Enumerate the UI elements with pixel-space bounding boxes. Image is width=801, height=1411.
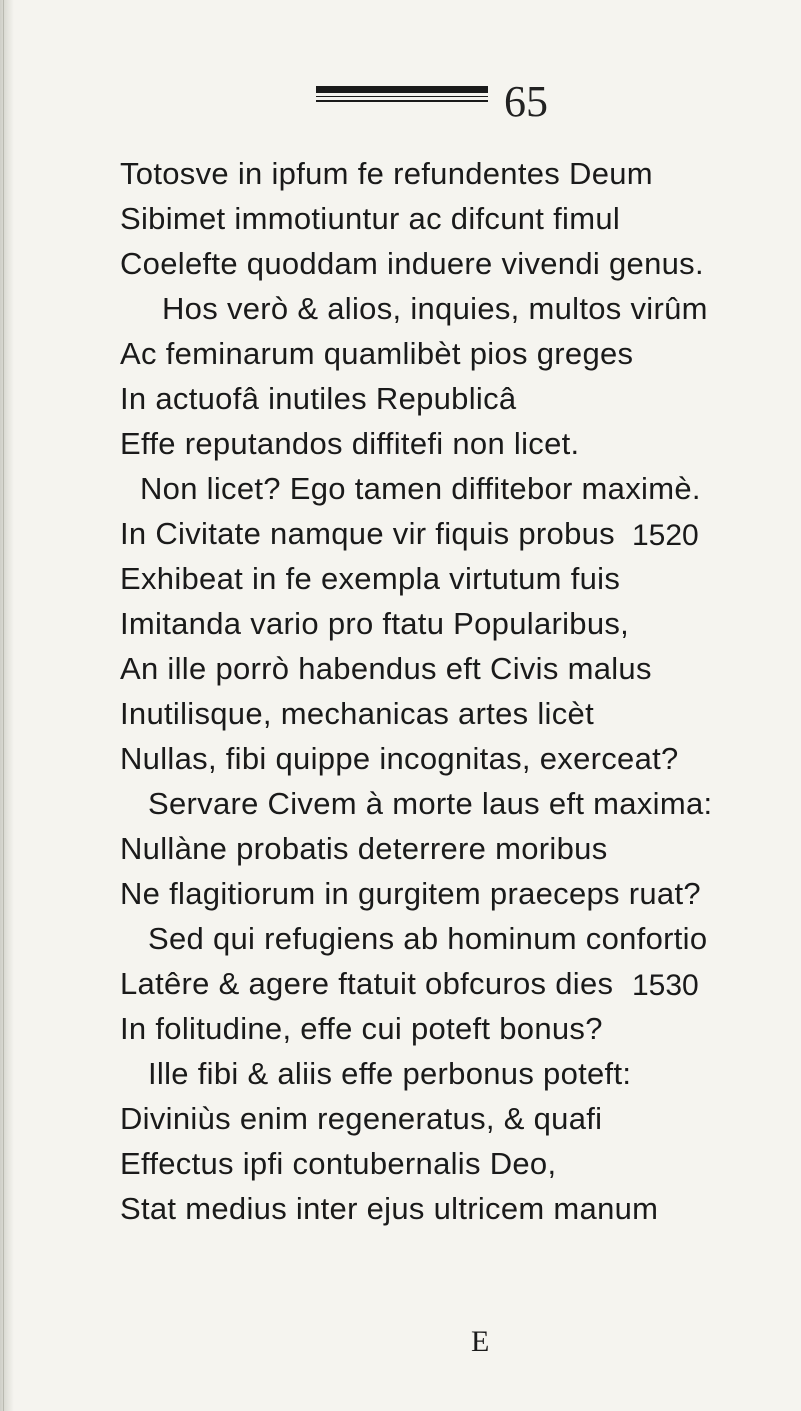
verse-line: Exhibeat in fe exempla virtutum fuis	[120, 561, 621, 596]
header-rule	[316, 86, 488, 102]
page-gutter-line	[3, 0, 4, 1411]
verse-line: In Civitate namque vir fiquis probus	[120, 516, 615, 551]
line-number: 1520	[632, 519, 699, 552]
verse-line: Effe reputandos diffitefi non licet.	[120, 426, 580, 461]
verse-line: Inutilisque, mechanicas artes licèt	[120, 696, 595, 731]
verse-line: Sibimet immotiuntur ac difcunt fimul	[120, 201, 621, 236]
verse-line: Effectus ipfi contubernalis Deo,	[120, 1146, 557, 1181]
verse-line: Ac feminarum quamlibèt pios greges	[120, 336, 634, 371]
verse-line: An ille porrò habendus eft Civis malus	[120, 651, 652, 686]
verse-line: Ne flagitiorum in gurgitem praeceps ruat?	[120, 876, 701, 911]
verse-line: In folitudine, effe cui poteft bonus?	[120, 1011, 603, 1046]
verse-line: Nullas, fibi quippe incognitas, exerceat?	[120, 741, 679, 776]
verse-line: Totosve in ipfum fe refundentes Deum	[120, 156, 653, 191]
verse-line: Latêre & agere ftatuit obfcuros dies	[120, 966, 614, 1001]
verse-line: Coelefte quoddam induere vivendi genus.	[120, 246, 704, 281]
signature-mark: E	[471, 1325, 490, 1358]
verse-line: In actuofâ inutiles Republicâ	[120, 381, 517, 416]
line-number: 1530	[632, 969, 699, 1002]
verse-line: Non licet? Ego tamen diffitebor maximè.	[140, 471, 701, 506]
verse-line: Ille fibi & aliis effe perbonus poteft:	[148, 1056, 632, 1091]
verse-line: Servare Civem à morte laus eft maxima:	[148, 786, 713, 821]
verse-line: Stat medius inter ejus ultricem manum	[120, 1191, 659, 1226]
verse-line: Nullàne probatis deterrere moribus	[120, 831, 608, 866]
verse-line: Diviniùs enim regeneratus, & quafi	[120, 1101, 603, 1136]
verse-line: Sed qui refugiens ab hominum confortio	[148, 921, 708, 956]
verse-line: Imitanda vario pro ftatu Popularibus,	[120, 606, 630, 641]
page-number: 65	[504, 77, 548, 126]
verse-line: Hos verò & alios, inquies, multos virûm	[162, 291, 708, 326]
